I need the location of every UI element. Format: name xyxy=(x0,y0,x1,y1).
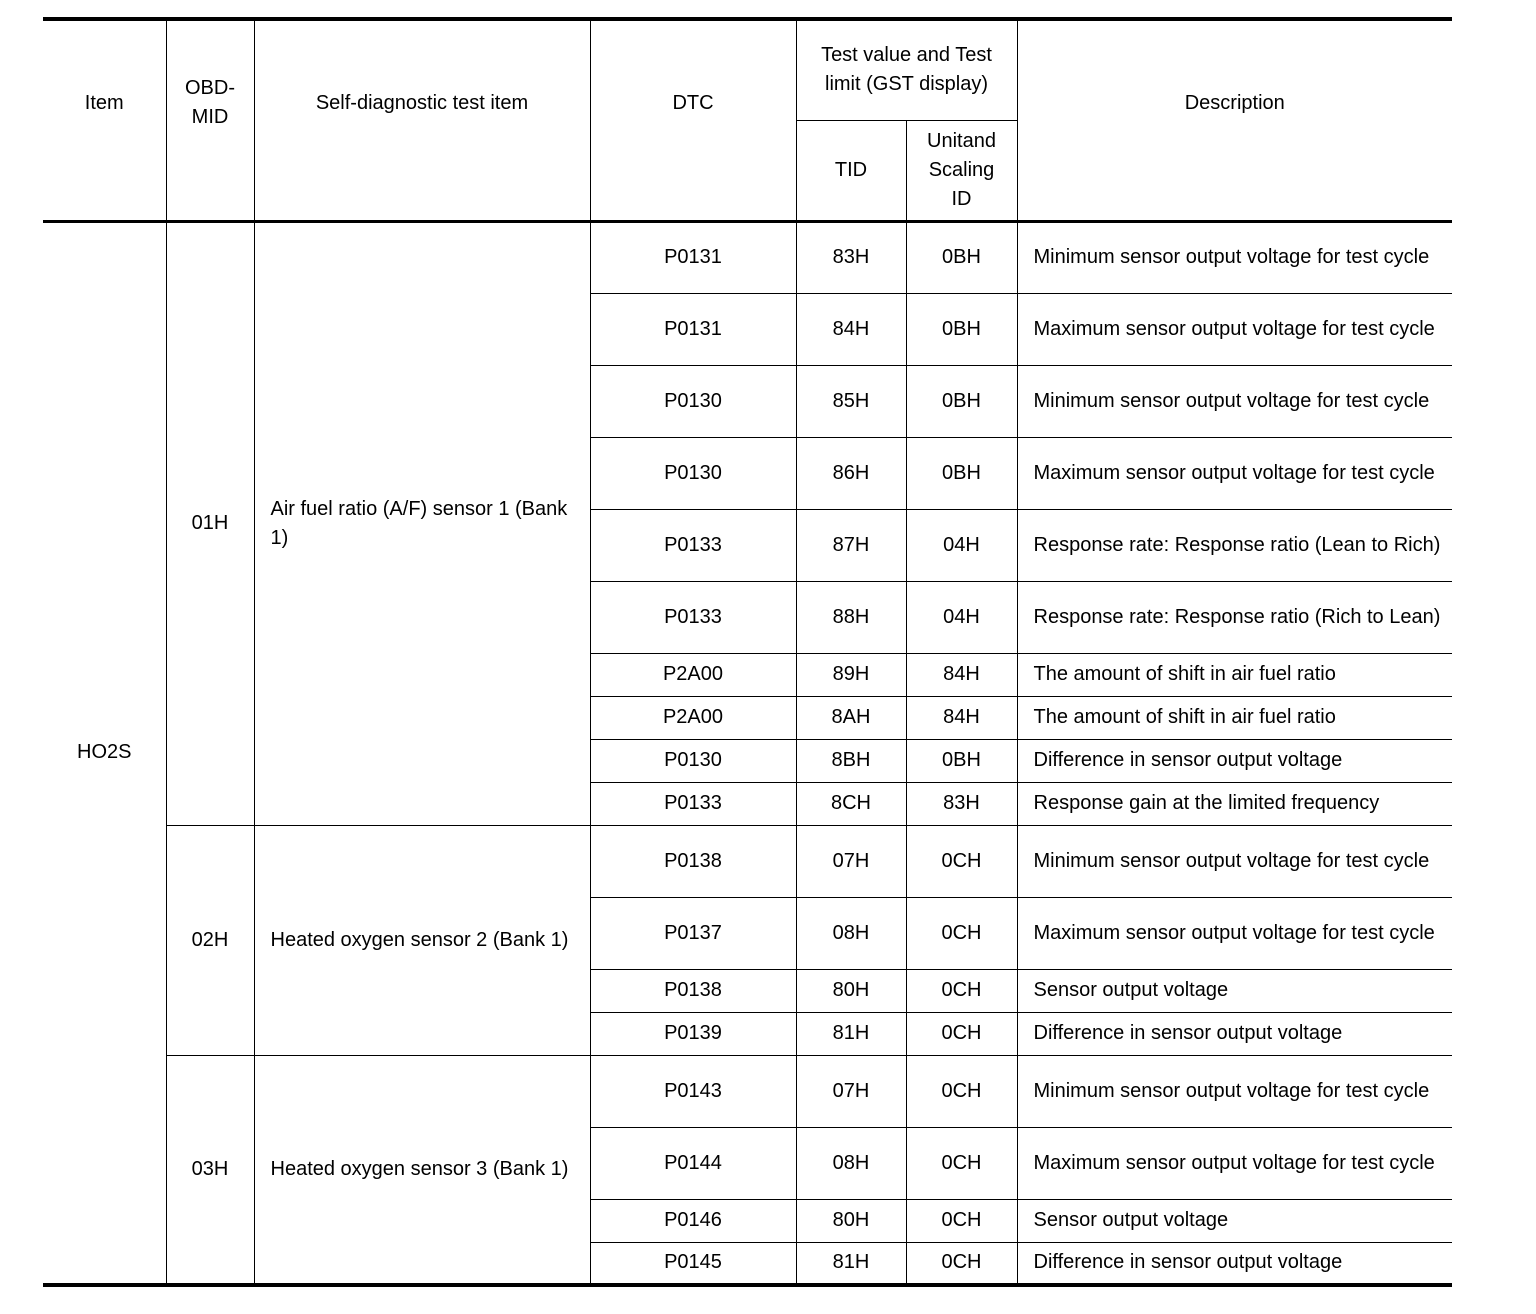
obd-mid-cell: 02H xyxy=(166,825,254,1055)
unit-cell: 04H xyxy=(906,509,1017,581)
dtc-cell: P0130 xyxy=(590,739,796,782)
unit-cell: 0BH xyxy=(906,437,1017,509)
description-cell: Maximum sensor output voltage for test cycle xyxy=(1017,1127,1452,1199)
tid-cell: 81H xyxy=(796,1242,906,1285)
description-cell: Sensor output voltage xyxy=(1017,1199,1452,1242)
tid-cell: 80H xyxy=(796,969,906,1012)
tid-cell: 80H xyxy=(796,1199,906,1242)
table-row xyxy=(43,1055,1452,1127)
tid-cell: 07H xyxy=(796,1055,906,1127)
tid-cell: 8AH xyxy=(796,696,906,739)
unit-cell: 0CH xyxy=(906,1199,1017,1242)
unit-cell: 0CH xyxy=(906,1127,1017,1199)
dtc-cell: P0131 xyxy=(590,221,796,293)
tid-cell: 85H xyxy=(796,365,906,437)
description-cell: The amount of shift in air fuel ratio xyxy=(1017,696,1452,739)
unit-cell: 04H xyxy=(906,581,1017,653)
description-cell: Minimum sensor output voltage for test cycle xyxy=(1017,221,1452,293)
header-unit-scaling-text: Unitand Scaling ID xyxy=(927,129,996,210)
dtc-cell: P0137 xyxy=(590,897,796,969)
tid-cell: 08H xyxy=(796,1127,906,1199)
description-cell: Minimum sensor output voltage for test cycle xyxy=(1017,1055,1452,1127)
unit-cell: 0CH xyxy=(906,1055,1017,1127)
dtc-cell: P0131 xyxy=(590,293,796,365)
description-cell: Response rate: Response ratio (Rich to Lean) xyxy=(1017,581,1452,653)
description-cell: Response rate: Response ratio (Lean to Rich) xyxy=(1017,509,1452,581)
description-cell: The amount of shift in air fuel ratio xyxy=(1017,653,1452,696)
header-dtc: DTC xyxy=(590,19,796,221)
tid-cell: 83H xyxy=(796,221,906,293)
description-cell: Minimum sensor output voltage for test cycle xyxy=(1017,825,1452,897)
header-obd-mid xyxy=(166,19,254,221)
dtc-cell: P0133 xyxy=(590,782,796,825)
description-cell: Difference in sensor output voltage xyxy=(1017,1242,1452,1285)
tid-cell: 86H xyxy=(796,437,906,509)
dtc-cell: P0133 xyxy=(590,509,796,581)
obd-mid-cell: 03H xyxy=(166,1055,254,1285)
tid-cell: 89H xyxy=(796,653,906,696)
header-obd-mid-text: OBD-MID xyxy=(185,77,235,129)
dtc-cell: P0130 xyxy=(590,365,796,437)
dtc-cell: P0143 xyxy=(590,1055,796,1127)
dtc-cell: P0133 xyxy=(590,581,796,653)
dtc-cell: P0146 xyxy=(590,1199,796,1242)
unit-cell: 84H xyxy=(906,653,1017,696)
test-item-cell: Air fuel ratio (A/F) sensor 1 (Bank 1) xyxy=(254,221,590,825)
item-cell: HO2S xyxy=(77,741,132,764)
description-cell: Maximum sensor output voltage for test cycle xyxy=(1017,437,1452,509)
description-cell: Difference in sensor output voltage xyxy=(1017,739,1452,782)
unit-cell: 84H xyxy=(906,696,1017,739)
header-item: Item xyxy=(43,19,166,221)
tid-cell: 8BH xyxy=(796,739,906,782)
obd-test-table xyxy=(43,17,1452,1287)
tid-cell: 07H xyxy=(796,825,906,897)
unit-cell: 0CH xyxy=(906,897,1017,969)
table-row xyxy=(43,825,1452,897)
header-test-value-group-text: Test value and Test limit (GST display) xyxy=(821,44,992,96)
dtc-cell: P0145 xyxy=(590,1242,796,1285)
unit-cell: 0BH xyxy=(906,293,1017,365)
header-test-item: Self-diagnostic test item xyxy=(254,19,590,221)
description-cell: Difference in sensor output voltage xyxy=(1017,1012,1452,1055)
dtc-cell: P2A00 xyxy=(590,696,796,739)
obd-mid-cell: 01H xyxy=(166,221,254,825)
unit-cell: 0BH xyxy=(906,221,1017,293)
header-test-value-group xyxy=(796,19,1017,120)
description-cell: Maximum sensor output voltage for test cycle xyxy=(1017,897,1452,969)
test-item-cell: Heated oxygen sensor 2 (Bank 1) xyxy=(254,825,590,1055)
dtc-cell: P0130 xyxy=(590,437,796,509)
unit-cell: 0CH xyxy=(906,969,1017,1012)
header-unit-scaling xyxy=(906,120,1017,221)
dtc-cell: P0138 xyxy=(590,825,796,897)
unit-cell: 0BH xyxy=(906,365,1017,437)
unit-cell: 0CH xyxy=(906,1012,1017,1055)
unit-cell: 83H xyxy=(906,782,1017,825)
dtc-cell: P0138 xyxy=(590,969,796,1012)
description-cell: Sensor output voltage xyxy=(1017,969,1452,1012)
dtc-cell: P0144 xyxy=(590,1127,796,1199)
tid-cell: 87H xyxy=(796,509,906,581)
description-cell: Maximum sensor output voltage for test cycle xyxy=(1017,293,1452,365)
unit-cell: 0CH xyxy=(906,825,1017,897)
unit-cell: 0BH xyxy=(906,739,1017,782)
dtc-cell: P0139 xyxy=(590,1012,796,1055)
description-cell: Response gain at the limited frequency xyxy=(1017,782,1452,825)
header-tid: TID xyxy=(796,120,906,221)
unit-cell: 0CH xyxy=(906,1242,1017,1285)
tid-cell: 88H xyxy=(796,581,906,653)
header-description: Description xyxy=(1017,19,1452,221)
dtc-cell: P2A00 xyxy=(590,653,796,696)
tid-cell: 8CH xyxy=(796,782,906,825)
tid-cell: 81H xyxy=(796,1012,906,1055)
table-row xyxy=(43,221,1452,293)
tid-cell: 84H xyxy=(796,293,906,365)
test-item-cell: Heated oxygen sensor 3 (Bank 1) xyxy=(254,1055,590,1285)
tid-cell: 08H xyxy=(796,897,906,969)
description-cell: Minimum sensor output voltage for test cycle xyxy=(1017,365,1452,437)
